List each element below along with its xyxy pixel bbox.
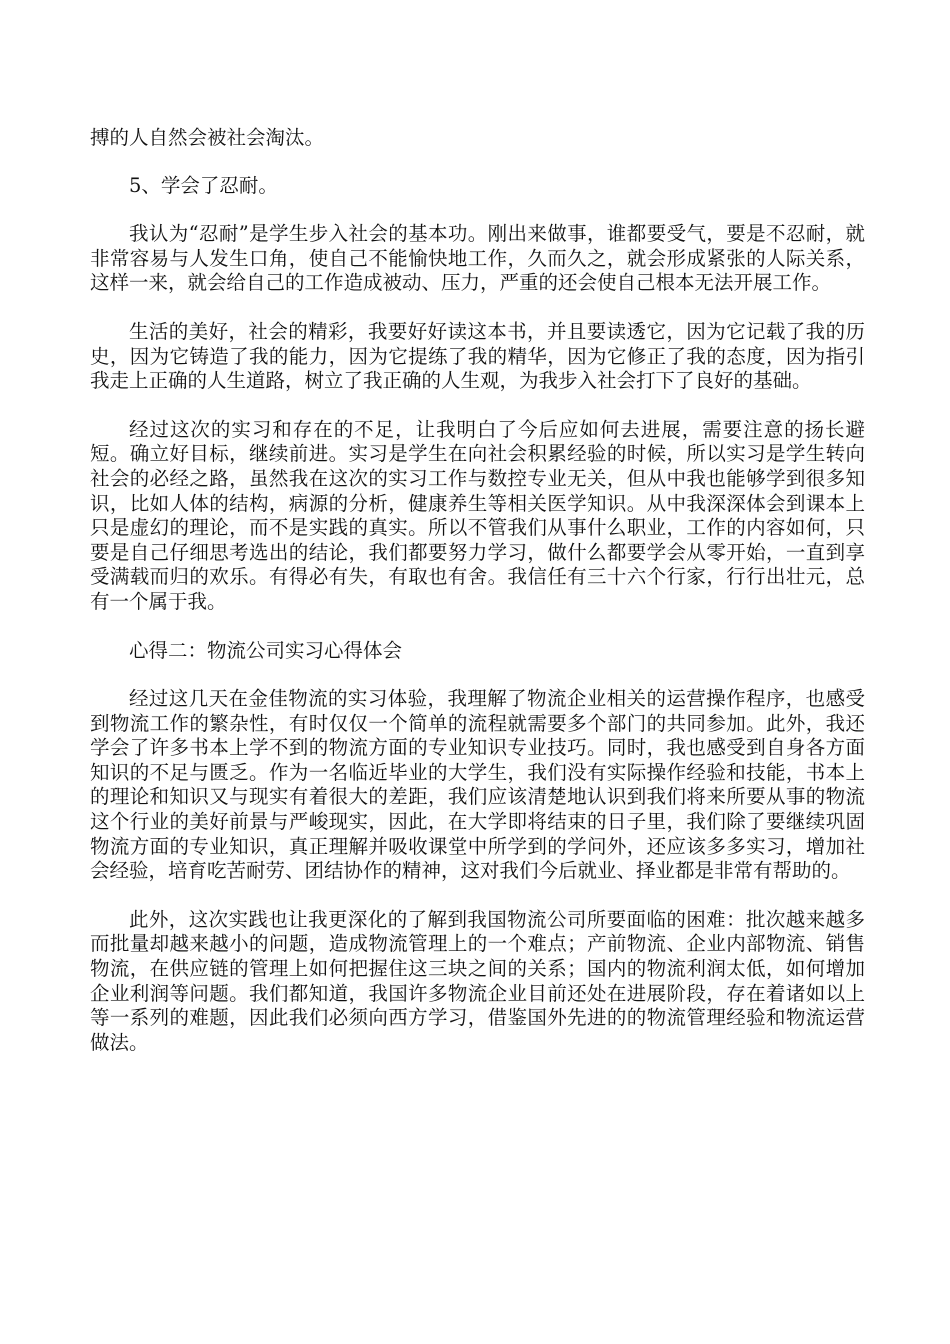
section-heading-patience: 5、学会了忍耐。 — [129, 173, 278, 197]
paragraph-continuation: 搏的人自然会被社会淘汰。 — [90, 126, 325, 149]
paragraph-patience: 我认为“忍耐”是学生步入社会的基本功。刚出来做事，谁都要受气，要是不忍耐，就非常容易与人发生口角，使自己不能愉快地工作，久而久之，就会形成紧张的人际关系，这样一来，就会给自己的工作造成被动、压力，严重的还会使自己根本无法开展工作。 — [90, 222, 865, 295]
section-heading-logistics: 心得二：物流公司实习心得体会 — [129, 638, 403, 662]
paragraph-internship-summary: 经过这次的实习和存在的不足，让我明白了今后应如何去进展，需要注意的扬长避短。确立好目标，继续前进。实习是学生在向社会积累经验的时候，所以实习是学生转向社会的必经之路，虽然我在这次的实习工作与数控专业无关，但从中我也能够学到很多知识，比如人体的结构，病源的分析，健康养生等相关医学知识。从中我深深体会到课本上只是虚幻的理论，而不是实践的真实。所以不管我们从事什么职业，工作的内容如何，只要是自己仔细思考选出的结论，我们都要努力学习，做什么都要学会从零开始，一直到享受满载而归的欢乐。有得必有失，有取也有舍。我信任有三十六个行家，行行出壮元，总有一个属于我。 — [90, 417, 865, 613]
paragraph-life-book: 生活的美好，社会的精彩，我要好好读这本书，并且要读透它，因为它记载了我的历史，因为它铸造了我的能力，因为它提练了我的精华，因为它修正了我的态度，因为指引我走上正确的人生道路，树立了我正确的人生观，为我步入社会打下了良好的基础。 — [90, 319, 865, 393]
paragraph-logistics-experience: 经过这几天在金佳物流的实习体验，我理解了物流企业相关的运营操作程序，也感受到物流工作的繁杂性，有时仅仅一个简单的流程就需要多个部门的共同参加。此外，我还学会了许多书本上学不到的物流方面的专业知识专业技巧。同时，我也感受到自身各方面知识的不足与匮乏。作为一名临近毕业的大学生，我们没有实际操作经验和技能，书本上的理论和知识又与现实有着很大的差距，我们应该清楚地认识到我们将来所要从事的物流这个行业的美好前景与严峻现实，因此，在大学即将结束的日子里，我们除了要继续巩固物流方面的专业知识，真正理解并吸收课堂中所学到的学问外，还应该多多实习，增加社会经验，培育吃苦耐劳、团结协作的精神，这对我们今后就业、择业都是非常有帮助的。 — [90, 687, 865, 883]
paragraph-logistics-difficulties: 此外，这次实践也让我更深化的了解到我国物流公司所要面临的困难：批次越来越多而批量却越来越小的问题，造成物流管理上的一个难点；产前物流、企业内部物流、销售物流，在供应链的管理上如何把握住这三块之间的关系；国内的物流利润太低，如何增加企业利润等问题。我们都知道，我国许多物流企业目前还处在进展阶段，存在着诸如以上等一系列的难题，因此我们必须向西方学习，借鉴国外先进的的物流管理经验和物流运营做法。 — [90, 907, 865, 1054]
document-body — [90, 126, 865, 1055]
